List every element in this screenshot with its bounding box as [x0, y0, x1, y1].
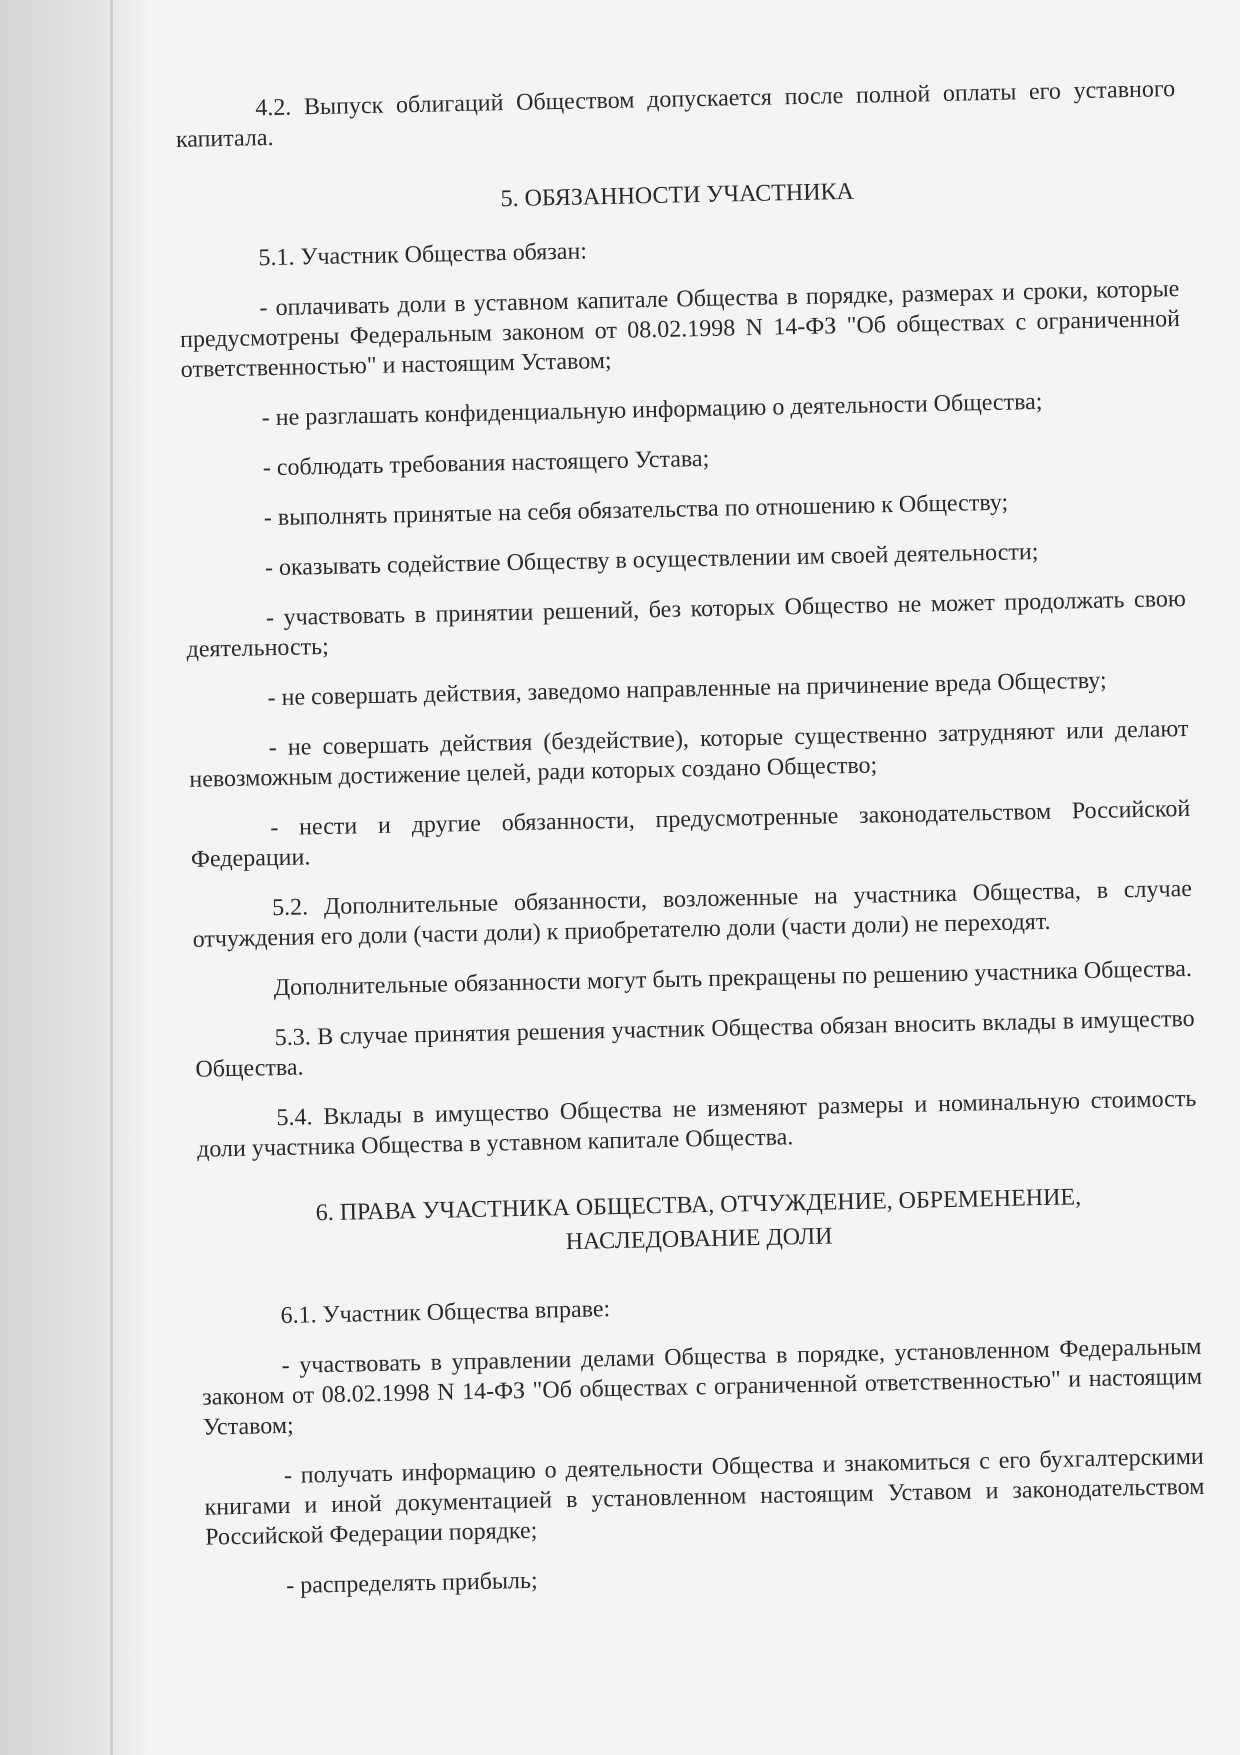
list-item: - не совершать действия (бездействие), которые существенно затрудняют или делают невозможным достижение целей, ради которых создано Общество;	[189, 715, 1189, 793]
document-page	[175, 74, 1208, 1695]
paragraph-5-3: 5.3. В случае принятия решения участник Общества обязан вносить вклады в имущество Общества.	[195, 1005, 1195, 1083]
paragraph-5-2: 5.2. Дополнительные обязанности, возложенные на участника Общества, в случае отчуждения его доли (части доли) к приобретателю доли (части доли) не переходят.	[192, 875, 1193, 953]
list-item: - выполнять принятые на себя обязательства по отношению к Обществу;	[263, 489, 1009, 532]
section-6-heading-line2: НАСЛЕДОВАНИЕ ДОЛИ	[565, 1223, 833, 1256]
list-item: - нести и другие обязанности, предусмотренные законодательством Российской Федерации.	[190, 795, 1191, 873]
list-item: - распределять прибыль;	[285, 1567, 538, 1599]
list-item: - получать информацию о деятельности Общества и знакомиться с его бухгалтерскими книгами и иной документацией в установленном настоящим Уставом и законодательством Российской Федерации порядке;	[204, 1443, 1205, 1551]
paragraph-5-4: 5.4. Вклады в имущество Общества не изменяют размеры и номинальную стоимость доли участника Общества в уставном капитале Общества.	[196, 1085, 1197, 1163]
list-item: - не разглашать конфиденциальную информацию о деятельности Общества;	[261, 388, 1043, 432]
list-item: - оказывать содействие Обществу в осуществлении им своей деятельности;	[264, 539, 1039, 582]
section-6-heading-line1: 6. ПРАВА УЧАСТНИКА ОБЩЕСТВА, ОТЧУЖДЕНИЕ, ОБРЕМЕНЕНИЕ,	[315, 1184, 1082, 1227]
scan-binding-edge	[110, 0, 113, 1755]
list-item: - соблюдать требования настоящего Устава;	[262, 445, 710, 482]
list-item: - участвовать в принятии решений, без которых Общество не может продолжать свою деятельность;	[186, 585, 1187, 663]
paragraph-4-2: 4.2. Выпуск облигаций Обществом допускается после полной оплаты его уставного капитала.	[175, 76, 1176, 153]
paragraph-5-2-additional: Дополнительные обязанности могут быть прекращены по решению участника Общества.	[273, 955, 1193, 1002]
scan-binding-shadow	[0, 0, 150, 1755]
list-item: - не совершать действия, заведомо направленные на причинение вреда Обществу;	[267, 667, 1107, 712]
list-item: - участвовать в управлении делами Общества в порядке, установленном Федеральным законом от 08.02.1998 N 14-ФЗ "Об обществах с ограниченной ответственностью" и настоящим Уставом;	[202, 1333, 1203, 1441]
list-item: - оплачивать доли в уставном капитале Общества в порядке, размерах и сроки, которые предусмотрены Федеральным законом от 08.02.1998 N 14-ФЗ "Об обществах с ограниченной ответственностью" и настоящим Уставом;	[179, 276, 1181, 383]
section-5-heading: 5. ОБЯЗАННОСТИ УЧАСТНИКА	[500, 178, 855, 213]
paragraph-6-1: 6.1. Участник Общества вправе:	[280, 1296, 611, 1330]
paragraph-5-1: 5.1. Участник Общества обязан:	[258, 238, 588, 272]
